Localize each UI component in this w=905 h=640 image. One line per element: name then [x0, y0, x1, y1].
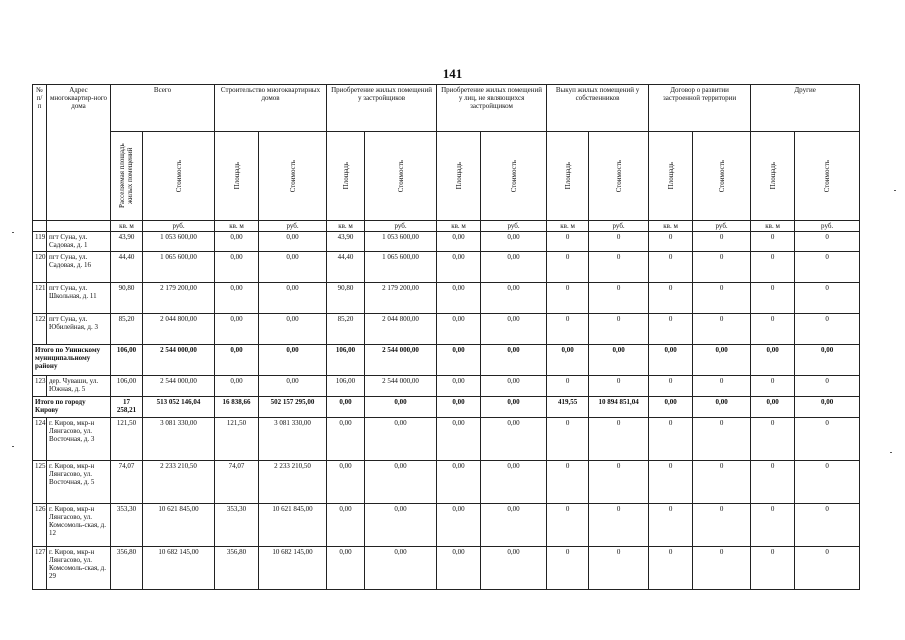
page-number: 141	[442, 66, 463, 81]
row-number: 122	[33, 314, 47, 345]
value-cell: 0	[751, 232, 795, 252]
value-cell: 0,00	[751, 345, 795, 376]
value-cell: 0,00	[693, 397, 751, 418]
scan-speck	[890, 452, 892, 453]
value-cell: 0,00	[481, 314, 547, 345]
value-cell: 0,00	[481, 283, 547, 314]
unit-cell: кв. м	[327, 221, 365, 232]
value-cell: 0	[547, 376, 589, 397]
value-cell: 0	[589, 314, 649, 345]
value-cell: 513 052 146,04	[143, 397, 215, 418]
value-cell: 2 544 000,00	[365, 376, 437, 397]
value-cell: 0	[649, 418, 693, 461]
value-cell: 0	[693, 252, 751, 283]
value-cell: 0	[693, 314, 751, 345]
value-cell: 0	[649, 283, 693, 314]
value-cell: 44,40	[111, 252, 143, 283]
unit-cell: руб.	[143, 221, 215, 232]
subheader-label: Площадь	[341, 162, 350, 190]
value-cell: 0,00	[751, 397, 795, 418]
value-cell: 0,00	[327, 461, 365, 504]
unit-cell: руб.	[481, 221, 547, 232]
value-cell: 0,00	[795, 345, 860, 376]
value-cell: 0,00	[365, 418, 437, 461]
header-group-purchase-non-developers: Приобретение жилых помещений у лиц, не являющихся застройщиком	[437, 85, 547, 132]
value-cell: 0,00	[437, 397, 481, 418]
value-cell: 0,00	[481, 397, 547, 418]
value-cell: 0	[547, 547, 589, 590]
row-number: 120	[33, 252, 47, 283]
value-cell: 1 053 600,00	[143, 232, 215, 252]
value-cell: 0	[649, 252, 693, 283]
value-cell: 10 621 845,00	[259, 504, 327, 547]
value-cell: 0	[795, 418, 860, 461]
value-cell: 0	[547, 283, 589, 314]
value-cell: 0,00	[437, 504, 481, 547]
value-cell: 0	[795, 504, 860, 547]
header-no: № п/п	[33, 85, 47, 221]
subheader-cell	[693, 132, 751, 221]
subheader-label: Стоимость	[396, 159, 405, 193]
value-cell: 356,80	[111, 547, 143, 590]
row-address: г. Киров, мкр-н Лянгасово, ул. Комсомоль-ская, д. 12	[47, 504, 111, 547]
subheader-cell	[259, 132, 327, 221]
subheader-cell	[365, 132, 437, 221]
value-cell: 353,30	[111, 504, 143, 547]
value-cell: 2 044 800,00	[365, 314, 437, 345]
header-group-construction: Строительство многоквартирных домов	[215, 85, 327, 132]
value-cell: 0,00	[481, 418, 547, 461]
value-cell: 0	[795, 252, 860, 283]
value-cell: 0,00	[365, 461, 437, 504]
value-cell: 0	[795, 376, 860, 397]
header-group-other: Другие	[751, 85, 860, 132]
value-cell: 0,00	[327, 397, 365, 418]
value-cell: 0	[693, 283, 751, 314]
subheader-cell	[143, 132, 215, 221]
value-cell: 0,00	[589, 345, 649, 376]
value-cell: 0	[751, 252, 795, 283]
value-cell: 106,00	[327, 376, 365, 397]
value-cell: 74,07	[111, 461, 143, 504]
value-cell: 2 179 200,00	[143, 283, 215, 314]
value-cell: 0,00	[437, 547, 481, 590]
value-cell: 10 682 145,00	[143, 547, 215, 590]
table-row	[33, 283, 860, 314]
subheader-cell	[751, 132, 795, 221]
unit-cell: руб.	[365, 221, 437, 232]
value-cell: 0,00	[437, 376, 481, 397]
value-cell: 0	[547, 504, 589, 547]
value-cell: 90,80	[327, 283, 365, 314]
row-address: пгт Суна, ул. Садовая, д. 1	[47, 232, 111, 252]
header-group-purchase-developers: Приобретение жилых помещений у застройщиков	[327, 85, 437, 132]
value-cell: 3 081 330,00	[259, 418, 327, 461]
subheader-label: Стоимость	[717, 159, 726, 193]
value-cell: 0	[693, 547, 751, 590]
value-cell: 0,00	[327, 418, 365, 461]
subheader-cell	[111, 132, 143, 221]
value-cell: 0	[693, 418, 751, 461]
value-cell: 121,50	[111, 418, 143, 461]
unit-cell: кв. м	[111, 221, 143, 232]
value-cell: 0,00	[215, 376, 259, 397]
value-cell: 0,00	[649, 397, 693, 418]
scan-speck	[12, 232, 14, 233]
value-cell: 1 065 600,00	[143, 252, 215, 283]
value-cell: 2 544 000,00	[143, 345, 215, 376]
header-group-buyout: Выкуп жилых помещений у собственников	[547, 85, 649, 132]
value-cell: 0,00	[649, 345, 693, 376]
row-number: 126	[33, 504, 47, 547]
value-cell: 2 233 210,50	[143, 461, 215, 504]
table-row	[33, 232, 860, 252]
total-row	[33, 397, 860, 418]
subheader-label: Стоимость	[174, 159, 183, 193]
value-cell: 85,20	[327, 314, 365, 345]
value-cell: 0,00	[259, 232, 327, 252]
value-cell: 16 838,66	[215, 397, 259, 418]
row-number: 123	[33, 376, 47, 397]
value-cell: 0,00	[481, 461, 547, 504]
table-row	[33, 376, 860, 397]
value-cell: 0	[795, 283, 860, 314]
subheader-cell	[649, 132, 693, 221]
total-label: Итого по Унинскому муниципальному району	[33, 345, 111, 376]
row-address: г. Киров, мкр-н Лянгасово, ул. Восточная, д. 5	[47, 461, 111, 504]
value-cell: 106,00	[111, 345, 143, 376]
unit-cell: кв. м	[437, 221, 481, 232]
resettlement-table	[32, 84, 860, 590]
total-row	[33, 345, 860, 376]
value-cell: 10 894 851,04	[589, 397, 649, 418]
subheader-label: Стоимость	[614, 159, 623, 193]
subheader-label: Площадь	[666, 162, 675, 190]
value-cell: 2 044 800,00	[143, 314, 215, 345]
value-cell: 0,00	[481, 547, 547, 590]
value-cell: 0	[795, 461, 860, 504]
value-cell: 0	[589, 504, 649, 547]
header-address: Адрес многоквартир-ного дома	[47, 85, 111, 221]
value-cell: 0	[795, 314, 860, 345]
subheader-cell	[327, 132, 365, 221]
value-cell: 0	[795, 232, 860, 252]
unit-cell: руб.	[795, 221, 860, 232]
value-cell: 0,00	[795, 397, 860, 418]
value-cell: 0	[649, 504, 693, 547]
value-cell: 0	[649, 232, 693, 252]
value-cell: 1 053 600,00	[365, 232, 437, 252]
value-cell: 0,00	[437, 461, 481, 504]
value-cell: 502 157 295,00	[259, 397, 327, 418]
table-row	[33, 504, 860, 547]
row-address: г. Киров, мкр-н Лянгасово, ул. Восточная, д. 3	[47, 418, 111, 461]
unit-cell-blank	[47, 221, 111, 232]
value-cell: 0,00	[215, 252, 259, 283]
value-cell: 0,00	[259, 345, 327, 376]
value-cell: 0,00	[481, 232, 547, 252]
scan-speck	[894, 190, 896, 191]
unit-cell: кв. м	[751, 221, 795, 232]
unit-cell: руб.	[589, 221, 649, 232]
unit-cell: руб.	[259, 221, 327, 232]
value-cell: 0	[751, 418, 795, 461]
subheader-cell	[589, 132, 649, 221]
subheader-cell	[215, 132, 259, 221]
value-cell: 0,00	[259, 314, 327, 345]
value-cell: 419,55	[547, 397, 589, 418]
value-cell: 353,30	[215, 504, 259, 547]
value-cell: 10 621 845,00	[143, 504, 215, 547]
subheader-label: Площадь	[232, 162, 241, 190]
value-cell: 0,00	[215, 345, 259, 376]
row-number: 124	[33, 418, 47, 461]
unit-cell: кв. м	[649, 221, 693, 232]
value-cell: 0	[589, 418, 649, 461]
table-body	[33, 232, 860, 590]
value-cell: 0	[693, 461, 751, 504]
table-row	[33, 314, 860, 345]
subheader-label: Расселяемая площадь жилых помещений	[117, 143, 134, 209]
unit-cell-blank	[33, 221, 47, 232]
value-cell: 356,80	[215, 547, 259, 590]
value-cell: 0,00	[215, 314, 259, 345]
value-cell: 0	[547, 252, 589, 283]
row-address: пгт Суна, ул. Садовая, д. 16	[47, 252, 111, 283]
row-number: 125	[33, 461, 47, 504]
value-cell: 0	[589, 376, 649, 397]
value-cell: 0,00	[693, 345, 751, 376]
value-cell: 0,00	[547, 345, 589, 376]
value-cell: 0	[751, 547, 795, 590]
value-cell: 106,00	[111, 376, 143, 397]
row-address: пгт Суна, ул. Юбилейная, д. 3	[47, 314, 111, 345]
value-cell: 0,00	[259, 283, 327, 314]
value-cell: 1 065 600,00	[365, 252, 437, 283]
value-cell: 0	[649, 547, 693, 590]
value-cell: 0	[649, 376, 693, 397]
value-cell: 0,00	[481, 345, 547, 376]
value-cell: 0,00	[327, 504, 365, 547]
subheader-label: Стоимость	[509, 159, 518, 193]
value-cell: 0,00	[259, 376, 327, 397]
value-cell: 0,00	[437, 418, 481, 461]
value-cell: 0,00	[215, 283, 259, 314]
value-cell: 0	[649, 314, 693, 345]
value-cell: 121,50	[215, 418, 259, 461]
scan-speck	[12, 446, 14, 447]
row-number: 127	[33, 547, 47, 590]
value-cell: 0	[693, 376, 751, 397]
row-address: г. Киров, мкр-н Лянгасово, ул. Комсомоль-ская, д. 29	[47, 547, 111, 590]
table-row	[33, 547, 860, 590]
value-cell: 0	[547, 232, 589, 252]
value-cell: 0,00	[259, 252, 327, 283]
table-row	[33, 461, 860, 504]
value-cell: 0,00	[365, 504, 437, 547]
unit-cell: кв. м	[215, 221, 259, 232]
value-cell: 10 682 145,00	[259, 547, 327, 590]
value-cell: 0	[649, 461, 693, 504]
row-address: дер. Чуваши, ул. Южная, д. 5	[47, 376, 111, 397]
subheader-cell	[547, 132, 589, 221]
value-cell: 90,80	[111, 283, 143, 314]
value-cell: 2 544 000,00	[143, 376, 215, 397]
units-row	[33, 221, 860, 232]
total-label: Итого по городу Кирову	[33, 397, 111, 418]
value-cell: 2 179 200,00	[365, 283, 437, 314]
value-cell: 0,00	[481, 252, 547, 283]
subheader-label: Площадь	[563, 162, 572, 190]
value-cell: 0,00	[365, 547, 437, 590]
subheader-cell	[795, 132, 860, 221]
value-cell: 0	[751, 314, 795, 345]
table-row	[33, 252, 860, 283]
value-cell: 0,00	[437, 314, 481, 345]
value-cell: 0	[547, 418, 589, 461]
value-cell: 0	[751, 376, 795, 397]
value-cell: 2 233 210,50	[259, 461, 327, 504]
subheader-label: Стоимость	[823, 159, 832, 193]
value-cell: 17 258,21	[111, 397, 143, 418]
value-cell: 0,00	[481, 376, 547, 397]
value-cell: 0	[693, 232, 751, 252]
value-cell: 0	[751, 461, 795, 504]
value-cell: 0	[795, 547, 860, 590]
value-cell: 0,00	[437, 252, 481, 283]
value-cell: 0	[547, 314, 589, 345]
value-cell: 3 081 330,00	[143, 418, 215, 461]
value-cell: 0,00	[481, 504, 547, 547]
value-cell: 0	[589, 252, 649, 283]
value-cell: 0	[693, 504, 751, 547]
row-address: пгт Суна, ул. Школьная, д. 11	[47, 283, 111, 314]
value-cell: 0,00	[215, 232, 259, 252]
subheader-cell	[437, 132, 481, 221]
header-group-development-contract: Договор о развитии застроенной территории	[649, 85, 751, 132]
value-cell: 0	[589, 461, 649, 504]
unit-cell: руб.	[693, 221, 751, 232]
subheader-row	[33, 132, 860, 221]
value-cell: 0	[751, 504, 795, 547]
value-cell: 2 544 000,00	[365, 345, 437, 376]
value-cell: 0,00	[437, 232, 481, 252]
value-cell: 0,00	[437, 283, 481, 314]
value-cell: 0	[547, 461, 589, 504]
value-cell: 0	[751, 283, 795, 314]
value-cell: 0	[589, 283, 649, 314]
header-group-total: Всего	[111, 85, 215, 132]
value-cell: 43,90	[111, 232, 143, 252]
subheader-label: Площадь	[768, 162, 777, 190]
value-cell: 74,07	[215, 461, 259, 504]
value-cell: 106,00	[327, 345, 365, 376]
unit-cell: кв. м	[547, 221, 589, 232]
value-cell: 0	[589, 232, 649, 252]
row-number: 119	[33, 232, 47, 252]
row-number: 121	[33, 283, 47, 314]
value-cell: 0,00	[365, 397, 437, 418]
value-cell: 0,00	[327, 547, 365, 590]
subheader-label: Площадь	[454, 162, 463, 190]
subheader-label: Стоимость	[288, 159, 297, 193]
table-row	[33, 418, 860, 461]
table-header	[33, 85, 860, 232]
value-cell: 0,00	[437, 345, 481, 376]
subheader-cell	[481, 132, 547, 221]
value-cell: 85,20	[111, 314, 143, 345]
value-cell: 0	[589, 547, 649, 590]
value-cell: 43,90	[327, 232, 365, 252]
value-cell: 44,40	[327, 252, 365, 283]
